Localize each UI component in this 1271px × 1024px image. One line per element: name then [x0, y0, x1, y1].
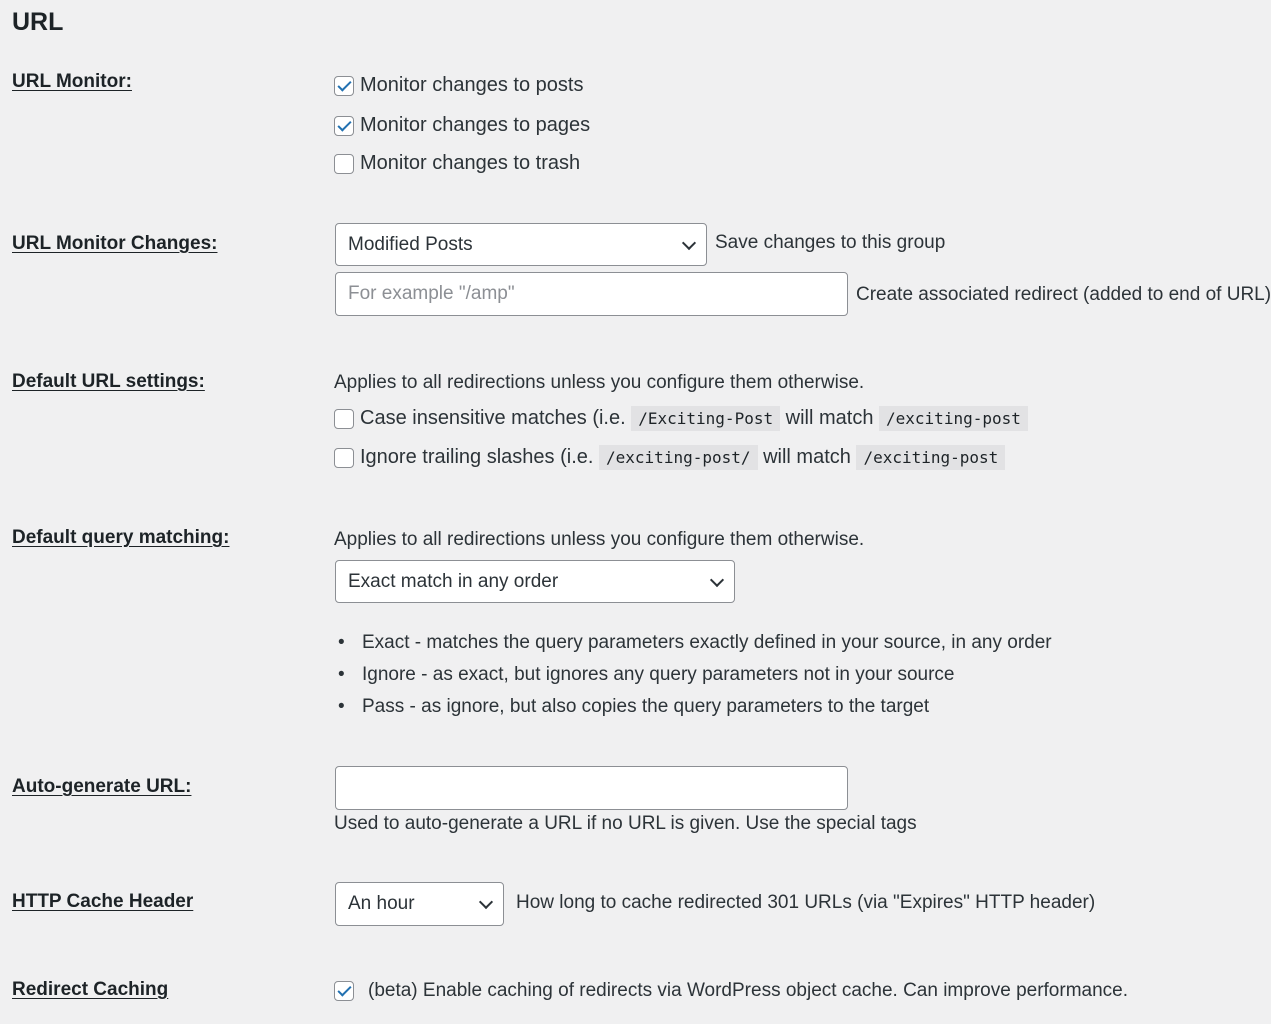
monitor-posts-checkbox[interactable] — [334, 76, 354, 96]
ignore-trailing-checkbox[interactable] — [334, 448, 354, 468]
associated-redirect-placeholder: For example "/amp" — [348, 283, 515, 304]
page-title: URL — [12, 8, 64, 36]
auto-generate-label: Auto-generate URL: — [12, 776, 192, 797]
query-matching-select[interactable] — [335, 560, 735, 603]
case-insensitive-option[interactable] — [334, 406, 1028, 431]
monitor-pages-label: Monitor changes to pages — [360, 114, 591, 136]
ignore-trailing-option[interactable] — [334, 445, 1005, 470]
chevron-down-icon — [710, 572, 724, 586]
http-cache-select[interactable] — [335, 882, 504, 926]
trailing-example-target: /exciting-post — [856, 445, 1005, 470]
url-monitor-changes-label: URL Monitor Changes: — [12, 233, 218, 254]
http-cache-help: How long to cache redirected 301 URLs (via "Expires" HTTP header) — [516, 892, 1096, 913]
auto-generate-help: Used to auto-generate a URL if no URL is given. Use the special tags — [334, 813, 917, 834]
default-query-label: Default query matching: — [12, 527, 230, 548]
query-bullet-exact: • Exact - matches the query parameters exactly defined in your source, in any order — [334, 632, 1052, 654]
monitor-trash-checkbox[interactable] — [334, 154, 354, 174]
monitor-trash-label: Monitor changes to trash — [360, 152, 581, 174]
monitor-pages-option[interactable] — [334, 114, 590, 137]
redirect-caching-text: (beta) Enable caching of redirects via WordPress object cache. Can improve performance. — [368, 980, 1129, 1001]
redirect-caching-label: Redirect Caching — [12, 979, 169, 1000]
default-url-settings-intro: Applies to all redirections unless you configure them otherwise. — [334, 372, 865, 393]
trailing-example-source: /exciting-post/ — [599, 445, 758, 470]
monitor-group-select[interactable] — [335, 223, 707, 266]
monitor-pages-checkbox[interactable] — [334, 116, 354, 136]
monitor-posts-option[interactable] — [334, 74, 583, 97]
chevron-down-icon — [682, 235, 696, 249]
http-cache-label: HTTP Cache Header — [12, 891, 194, 912]
case-insensitive-checkbox[interactable] — [334, 409, 354, 429]
query-bullet-ignore: • Ignore - as exact, but ignores any query parameters not in your source — [334, 664, 954, 686]
query-matching-value: Exact match in any order — [348, 570, 559, 592]
auto-generate-input[interactable] — [335, 766, 848, 810]
associated-redirect-input[interactable] — [335, 272, 848, 316]
redirect-caching-option[interactable] — [334, 980, 1128, 1002]
case-example-source: /Exciting-Post — [631, 406, 780, 431]
url-monitor-label: URL Monitor: — [12, 71, 132, 92]
chevron-down-icon — [479, 895, 493, 909]
monitor-group-help: Save changes to this group — [715, 232, 946, 253]
query-bullet-pass: • Pass - as ignore, but also copies the query parameters to the target — [334, 696, 929, 718]
case-insensitive-prefix: Case insensitive matches (i.e. — [360, 407, 626, 429]
associated-redirect-help: Create associated redirect (added to end of URL) — [856, 284, 1271, 305]
redirect-caching-checkbox[interactable] — [334, 981, 354, 1001]
monitor-posts-label: Monitor changes to posts — [360, 74, 584, 96]
case-will-match: will match — [785, 407, 874, 429]
ignore-trailing-prefix: Ignore trailing slashes (i.e. — [360, 446, 594, 468]
monitor-trash-option[interactable] — [334, 152, 580, 175]
http-cache-value: An hour — [348, 893, 415, 914]
monitor-group-value: Modified Posts — [348, 233, 473, 255]
trailing-will-match: will match — [763, 446, 851, 468]
default-query-intro: Applies to all redirections unless you configure them otherwise. — [334, 529, 865, 550]
case-example-target: /exciting-post — [879, 406, 1028, 431]
default-url-settings-label: Default URL settings: — [12, 371, 205, 392]
